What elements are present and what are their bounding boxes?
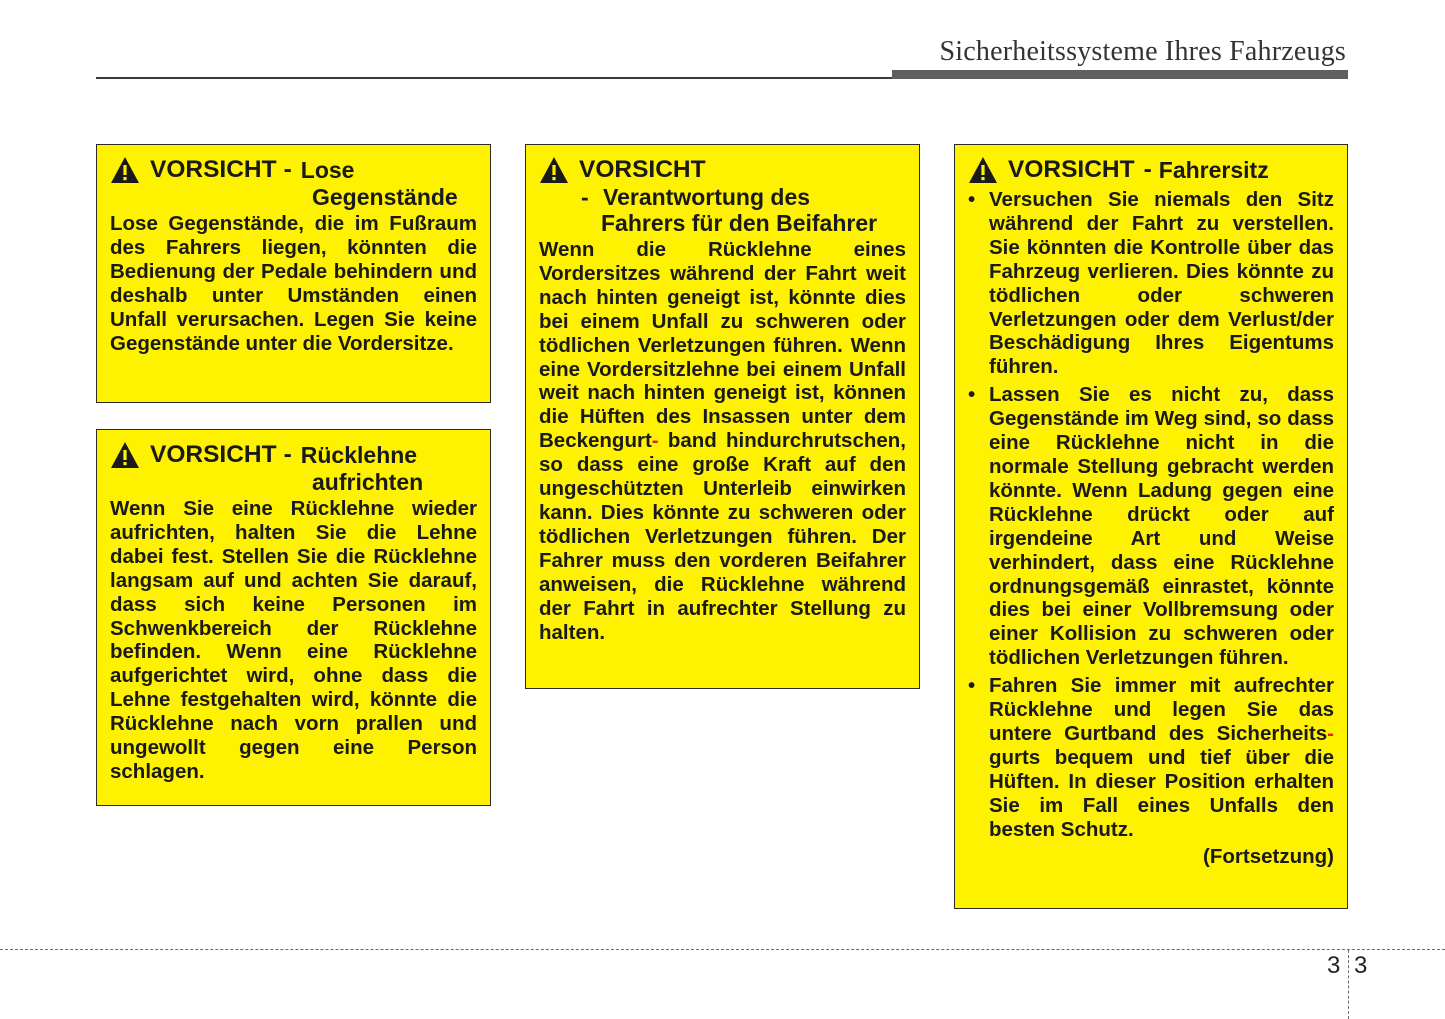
warning-triangle-icon — [110, 441, 140, 469]
list-item-text-part1: Fahren Sie immer mit aufrechter Rücklehne und legen Sie das untere Gurtband des Sicherheits — [989, 674, 1334, 745]
page-number: 3 — [1354, 952, 1368, 979]
caution-body-part1: Wenn die Rücklehne eines Vordersitzes während der Fahrt weit nach hinten geneigt ist, könnte dies bei einem Unfall zu schweren oder tödlichen Verletzungen führen. Wenn eine Vordersitzlehne bei einem Unfall weit nach hinten geneigt ist, können die Hüften des Insassen unter dem Beckengurt — [539, 238, 906, 453]
title-dash: - — [581, 184, 589, 210]
continuation-note: (Fortsetzung) — [1203, 845, 1334, 869]
footer-page-divider — [1348, 950, 1349, 1019]
warning-triangle-icon — [539, 156, 569, 184]
list-item — [968, 674, 1334, 841]
caution-box-verantwortung-beifahrer — [525, 144, 920, 689]
caution-title — [110, 157, 477, 184]
hyphen-mark: - — [651, 429, 659, 453]
header-rule — [96, 77, 892, 79]
caution-keyword: VORSICHT — [150, 156, 277, 183]
caution-subtitle-line2: aufrichten — [312, 469, 424, 495]
caution-box-lose-gegenstaende — [96, 144, 491, 403]
caution-subtitle-line1: Verantwortung des — [603, 184, 811, 210]
caution-body-part2: band hindurchrutschen, so dass eine große Kraft auf den ungeschützten Unterleib einwirken kann. Dies könnte zu schweren oder tödlichen Verletzungen führen. Der Fahrer muss den vorderen Beifahrer anweisen, die Rücklehne während der Fahrt in aufrechter Stellung zu halten. — [539, 429, 906, 644]
caution-subtitle: Rücklehne — [300, 442, 418, 468]
list-item-text: Versuchen Sie niemals den Sitz während der Fahrt zu verstellen. Sie könnten die Kontrolle über das Fahrzeug verlieren. Dies könnte zu tödlichen oder schweren Verletzungen oder dem Verlust/der Beschädigung Ihres Eigentums führen. — [989, 188, 1334, 379]
caution-subtitle: Fahrersitz — [1158, 157, 1269, 183]
caution-body: Lose Gegenstände, die im Fußraum des Fahrers liegen, könnten die Bedienung der Pedale behindern und deshalb unter Umständen einen Unfall verursachen. Legen Sie keine Gegenstände unter die Vordersitze. — [110, 212, 477, 355]
warning-triangle-icon — [968, 156, 998, 184]
hyphen-mark: - — [1327, 721, 1334, 745]
list-item — [968, 188, 1334, 379]
page-header-title: Sicherheitssysteme Ihres Fahrzeugs — [939, 36, 1346, 67]
warning-triangle-icon — [110, 156, 140, 184]
title-dash: - — [1143, 156, 1152, 183]
caution-body: Wenn Sie eine Rücklehne wieder aufrichten, halten Sie die Lehne dabei fest. Stellen Sie die Rücklehne langsam auf und achten Sie darauf, dass sich keine Personen im Schwenkbereich der Rücklehne befinden. Wenn eine Rücklehne aufgerichtet wird, ohne dass die Lehne festgehalten wird, könnte die Rücklehne nach vorn prallen und ungewollt gegen eine Person schlagen. — [110, 497, 477, 783]
caution-subtitle-line2: Gegenstände — [312, 184, 458, 210]
list-item-text: Lassen Sie es nicht zu, dass Gegenstände im Weg sind, so dass eine Rücklehne nicht in die normale Stellung gebracht werden könnte. Wenn Ladung gegen eine Rücklehne drückt oder auf irgendeine Art und Weise verhindert, dass eine Rücklehne ordnungsgemäß einrastet, könnte dies bei einer Vollbremsung oder einer Kollision zu schweren oder tödlichen Verletzungen führen. — [989, 383, 1334, 670]
list-item-text-part2: gurts bequem und tief über die Hüften. In dieser Position erhalten Sie im Fall eines Unfalls den besten Schutz. — [989, 745, 1334, 841]
caution-subtitle-line2: Fahrers für den Beifahrer — [601, 210, 878, 236]
caution-box-fahrersitz — [954, 144, 1348, 909]
header-bar — [892, 70, 1348, 79]
caution-keyword: VORSICHT — [1008, 156, 1135, 183]
title-dash: - — [283, 156, 292, 183]
caution-subtitle — [539, 184, 906, 210]
bullet-icon: • — [968, 674, 976, 698]
bullet-icon: • — [968, 383, 976, 407]
caution-subtitle: Lose — [300, 157, 355, 183]
caution-keyword: VORSICHT — [579, 156, 706, 183]
list-item-text — [989, 674, 1334, 840]
footer-dashed-rule — [0, 949, 1445, 950]
caution-box-ruecklehne-aufrichten — [96, 429, 491, 806]
page-chapter-number: 3 — [1327, 952, 1341, 979]
caution-title — [110, 442, 477, 469]
caution-title — [968, 157, 1334, 184]
bullet-icon: • — [968, 188, 976, 211]
title-dash: - — [283, 441, 292, 468]
list-item — [968, 383, 1334, 670]
caution-bullet-list — [968, 188, 1334, 841]
caution-title — [539, 157, 906, 184]
caution-body — [539, 238, 906, 644]
caution-keyword: VORSICHT — [150, 441, 277, 468]
